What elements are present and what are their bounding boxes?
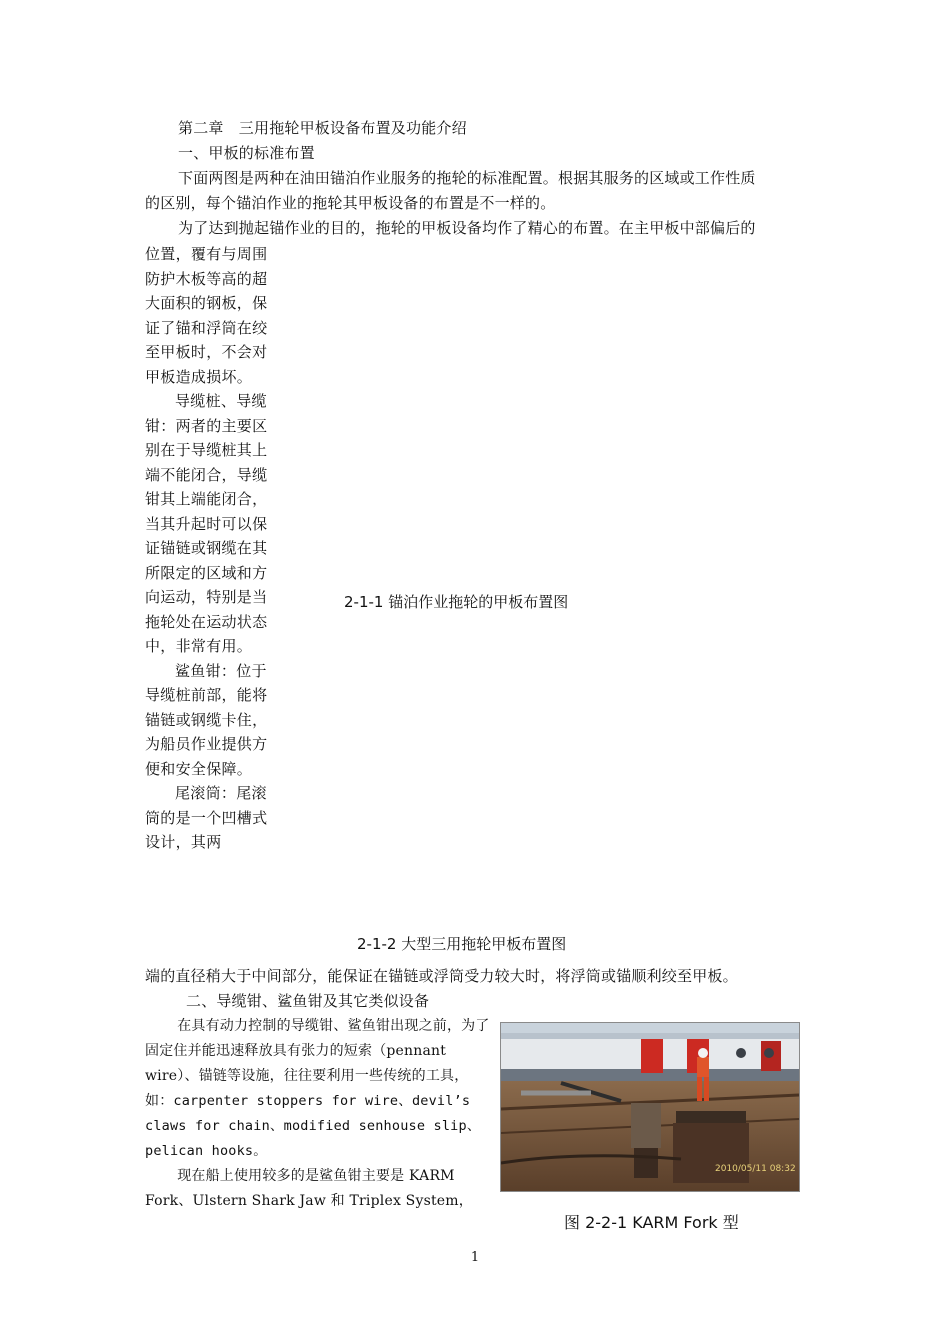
section2-paragraph-1	[145, 1014, 490, 1164]
section-heading-2: 二、导缆钳、鲨鱼钳及其它类似设备	[186, 992, 430, 1010]
column-paragraph-shark-jaw: 鲨鱼钳：位于导缆桩前部，能将锚链或钢缆卡住，为船员作业提供方便和安全保障。	[145, 661, 268, 778]
section2-paragraph-1-en: carpenter stoppers for wire、devil’s claws for chain、modified senhouse slip、pelican hooks。	[145, 1093, 481, 1159]
chapter-heading: 第二章 三用拖轮甲板设备布置及功能介绍	[178, 119, 467, 137]
figure-caption-2-1-1: 2-1-1 锚泊作业拖轮的甲板布置图	[344, 593, 569, 611]
karm-fork-photo	[500, 1022, 800, 1192]
page-number: 1	[470, 1250, 480, 1265]
column-paragraph-deck-plate: 位置，覆有与周围防护木板等高的超大面积的钢板，保证了锚和浮筒在绞至甲板时，不会对甲板造成损坏。	[145, 245, 268, 386]
deck-photo-illustration	[501, 1023, 799, 1191]
intro-line-1: 下面两图是两种在油田锚泊作业服务的拖轮的标准配置。根据其服务的区域或工作性质	[178, 169, 756, 187]
figure-caption-2-1-2: 2-1-2 大型三用拖轮甲板布置图	[357, 935, 567, 953]
section2-paragraph-2: 现在船上使用较多的是鲨鱼钳主要是 KARM Fork、Ulstern Shark Jaw 和 Triplex System，	[145, 1168, 473, 1209]
continuation-line: 端的直径稍大于中间部分，能保证在锚链或浮筒受力较大时，将浮筒或锚顺利绞至甲板。	[145, 967, 738, 985]
intro-line-2: 的区别，每个锚泊作业的拖轮其甲板设备的布置是不一样的。	[145, 194, 556, 212]
narrow-text-column	[145, 242, 271, 855]
photo-date-stamp: 2010/05/11 08:32	[715, 1164, 796, 1174]
column-paragraph-fairlead: 导缆桩、导缆钳：两者的主要区别在于导缆桩其上端不能闭合，导缆钳其上端能闭合，当其升起时可以保证锚链或钢缆在其所限定的区域和方向运动，特别是当拖轮处在运动状态中，非常有用。	[145, 392, 268, 655]
section-heading-1: 一、甲板的标准布置	[178, 144, 315, 162]
intro-line-3: 为了达到抛起锚作业的目的，拖轮的甲板设备均作了精心的布置。在主甲板中部偏后的	[178, 219, 756, 237]
section2-paragraph-1-cn: 在具有动力控制的导缆钳、鲨鱼钳出现之前，为了固定住并能迅速释放具有张力的短索（pennant wire）、锚链等设施，往往要利用一些传统的工具，如：	[145, 1018, 490, 1109]
column-paragraph-stern-roller: 尾滚筒：尾滚筒的是一个凹槽式设计，其两	[145, 784, 268, 851]
section2-text	[145, 1014, 490, 1214]
figure-caption-2-2-1: 图 2-2-1 KARM Fork 型	[564, 1213, 739, 1232]
